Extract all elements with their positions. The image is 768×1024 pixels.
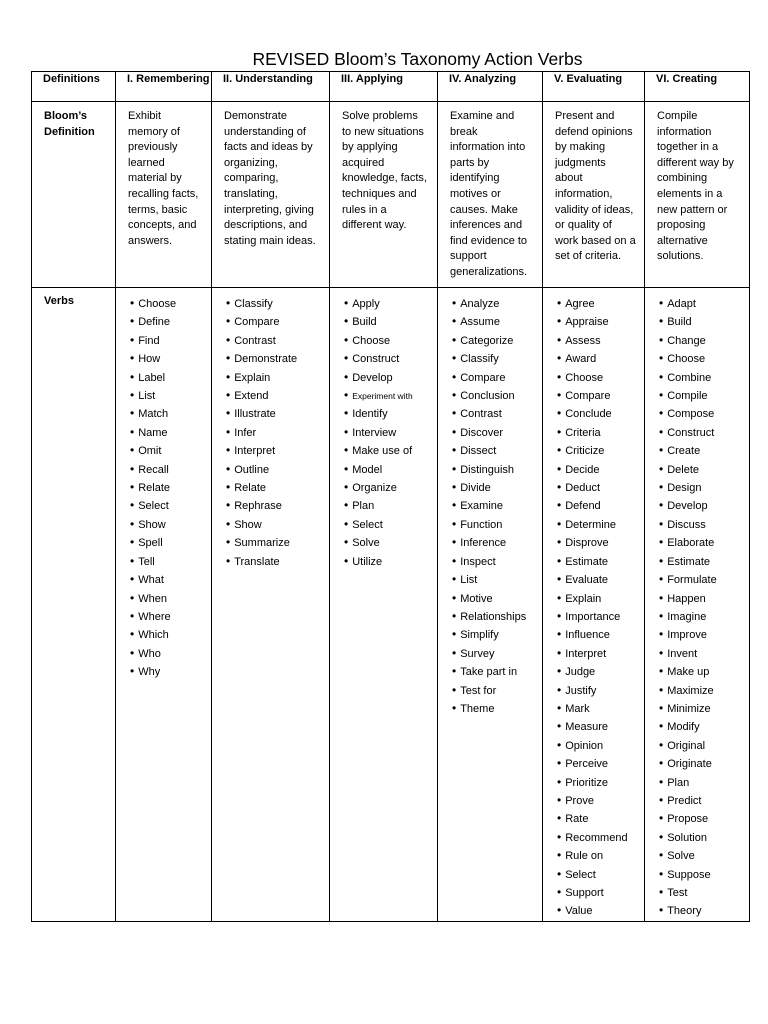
verb-item: • Create: [659, 442, 743, 460]
header-cell: [32, 72, 116, 102]
verb-item: • Construct: [659, 424, 743, 442]
verb-list-understanding: [212, 288, 329, 571]
verb-item: • Select: [557, 866, 638, 884]
definition-label-cell: [32, 102, 116, 288]
verb-item: • Interpret: [226, 442, 323, 460]
header-row: [32, 72, 750, 102]
verb-list-applying: [330, 288, 437, 571]
verb-item: • Recall: [130, 461, 205, 479]
verb-item: • Happen: [659, 590, 743, 608]
verbs-label: Verbs: [44, 295, 74, 307]
verb-item: • Support: [557, 884, 638, 902]
verb-item: • Original: [659, 737, 743, 755]
verb-item: • Utilize: [344, 553, 431, 571]
header-cell: [438, 72, 543, 102]
verb-item: • Classify: [226, 295, 323, 313]
verb-item: • Why: [130, 663, 205, 681]
verb-item: • Motive: [452, 590, 536, 608]
verb-item: • Formulate: [659, 571, 743, 589]
definition-creating: Compile information together in a different way by combining elements in a new pattern or proposing alternative solutions.: [657, 110, 734, 263]
definition-label: Bloom’s Definition: [44, 110, 95, 138]
verbs-cell: [543, 288, 645, 922]
verb-item: • Award: [557, 350, 638, 368]
verb-item: • Label: [130, 369, 205, 387]
verbs-cell: [116, 288, 212, 922]
verbs-cell: [212, 288, 330, 922]
verbs-cell: [438, 288, 543, 922]
verb-item: • Model: [344, 461, 431, 479]
verb-item: • Who: [130, 645, 205, 663]
definition-understanding: Demonstrate understanding of facts and ideas by organizing, comparing, translating, interpreting, giving descriptions, and stating main ideas.: [224, 110, 316, 247]
verb-item: • Distinguish: [452, 461, 536, 479]
verb-item: • Relationships: [452, 608, 536, 626]
verb-item: • Inspect: [452, 553, 536, 571]
verb-item: • Plan: [344, 497, 431, 515]
verb-item: • Defend: [557, 497, 638, 515]
definition-row: [32, 102, 750, 288]
verb-item: • Evaluate: [557, 571, 638, 589]
verb-item: • List: [130, 387, 205, 405]
verb-item: • Conclude: [557, 405, 638, 423]
verb-item: • Estimate: [659, 553, 743, 571]
definition-cell: [438, 102, 543, 288]
verbs-cell: [645, 288, 750, 922]
verb-item: • Analyze: [452, 295, 536, 313]
verb-item: • Recommend: [557, 829, 638, 847]
verb-item: • Test for: [452, 682, 536, 700]
verb-item: • Construct: [344, 350, 431, 368]
verb-item: • Tell: [130, 553, 205, 571]
verb-item: • Contrast: [452, 405, 536, 423]
verb-item: • Develop: [344, 369, 431, 387]
verb-item: • Demonstrate: [226, 350, 323, 368]
verb-item: • Invent: [659, 645, 743, 663]
verb-item: • Criticize: [557, 442, 638, 460]
definition-analyzing: Examine and break information into parts by identifying motives or causes. Make inferences and find evidence to support generalizations.: [450, 110, 528, 278]
verb-item: • Omit: [130, 442, 205, 460]
verb-item: • Match: [130, 405, 205, 423]
verb-item: • Assess: [557, 332, 638, 350]
verb-item: • Choose: [557, 369, 638, 387]
verb-item: • Show: [130, 516, 205, 534]
verb-item: • Change: [659, 332, 743, 350]
header-definitions: Definitions: [43, 73, 100, 85]
definition-cell: [330, 102, 438, 288]
header-analyzing: IV. Analyzing: [449, 73, 517, 85]
verb-item: • Take part in: [452, 663, 536, 681]
verb-item: • Experiment with: [344, 387, 431, 405]
verb-item: • Simplify: [452, 626, 536, 644]
verbs-label-cell: [32, 288, 116, 922]
definition-applying: Solve problems to new situations by applying acquired knowledge, facts, techniques and rules in a different way.: [342, 110, 427, 232]
verb-item: • Opinion: [557, 737, 638, 755]
header-creating: VI. Creating: [656, 73, 718, 85]
taxonomy-table: [31, 71, 750, 922]
definition-evaluating: Present and defend opinions by making judgments about information, validity of ideas, or quality of work based on a set of criteria.: [555, 110, 636, 263]
verb-item: • Agree: [557, 295, 638, 313]
verb-item: • Where: [130, 608, 205, 626]
header-cell: [645, 72, 750, 102]
verb-item: • Conclusion: [452, 387, 536, 405]
verb-item: • Measure: [557, 718, 638, 736]
verb-item: • Combine: [659, 369, 743, 387]
verb-list-evaluating: [543, 288, 644, 921]
verb-item: • Identify: [344, 405, 431, 423]
verb-item: • Compare: [452, 369, 536, 387]
verb-item: • How: [130, 350, 205, 368]
verb-item: • Make use of: [344, 442, 431, 460]
verb-item: • Choose: [130, 295, 205, 313]
verb-item: • Influence: [557, 626, 638, 644]
verb-item: • Contrast: [226, 332, 323, 350]
verb-item: • Deduct: [557, 479, 638, 497]
verb-item: • Illustrate: [226, 405, 323, 423]
header-evaluating: V. Evaluating: [554, 73, 623, 85]
definition-cell: [543, 102, 645, 288]
verb-item: • Prioritize: [557, 774, 638, 792]
verb-item: • Interview: [344, 424, 431, 442]
header-remembering: I. Remembering: [127, 73, 210, 85]
verb-item: • Apply: [344, 295, 431, 313]
header-cell: [543, 72, 645, 102]
header-cell: [330, 72, 438, 102]
verb-item: • Spell: [130, 534, 205, 552]
verb-list-analyzing: [438, 288, 542, 718]
verb-item: • Select: [130, 497, 205, 515]
verb-item: • Assume: [452, 313, 536, 331]
verb-item: • Estimate: [557, 553, 638, 571]
definition-cell: [212, 102, 330, 288]
verb-item: • Select: [344, 516, 431, 534]
header-applying: III. Applying: [341, 73, 403, 85]
verb-item: • Explain: [226, 369, 323, 387]
verb-item: • Build: [344, 313, 431, 331]
verb-item: • Compose: [659, 405, 743, 423]
verb-item: • Function: [452, 516, 536, 534]
verb-item: • Summarize: [226, 534, 323, 552]
verb-item: • Theme: [452, 700, 536, 718]
verb-item: • Compare: [226, 313, 323, 331]
verb-item: • Compile: [659, 387, 743, 405]
verb-list-remembering: [116, 288, 211, 682]
verb-item: • Decide: [557, 461, 638, 479]
verb-item: • Minimize: [659, 700, 743, 718]
verb-item: • Solution: [659, 829, 743, 847]
verb-item: • Predict: [659, 792, 743, 810]
verb-item: • Theory: [659, 902, 743, 920]
verb-item: • Explain: [557, 590, 638, 608]
verb-item: • Originate: [659, 755, 743, 773]
verbs-row: [32, 288, 750, 922]
verb-item: • Suppose: [659, 866, 743, 884]
verb-item: • Importance: [557, 608, 638, 626]
verb-item: • Examine: [452, 497, 536, 515]
verb-item: • Prove: [557, 792, 638, 810]
verb-item: • Build: [659, 313, 743, 331]
verb-item: • Which: [130, 626, 205, 644]
header-cell: [116, 72, 212, 102]
verb-item: • Survey: [452, 645, 536, 663]
verb-item: • Categorize: [452, 332, 536, 350]
verb-item: • Divide: [452, 479, 536, 497]
verb-item: • What: [130, 571, 205, 589]
verb-item: • Inference: [452, 534, 536, 552]
verb-item: • Determine: [557, 516, 638, 534]
header-understanding: II. Understanding: [223, 73, 313, 85]
verb-item: • Show: [226, 516, 323, 534]
verb-item: • Dissect: [452, 442, 536, 460]
verb-item: • List: [452, 571, 536, 589]
definition-remembering: Exhibit memory of previously learned material by recalling facts, terms, basic concepts, and answers.: [128, 110, 199, 247]
verb-item: • Relate: [226, 479, 323, 497]
verb-item: • Outline: [226, 461, 323, 479]
verb-item: • Interpret: [557, 645, 638, 663]
verb-list-creating: [645, 288, 749, 921]
verb-item: • Improve: [659, 626, 743, 644]
verb-item: • Perceive: [557, 755, 638, 773]
verb-item: • Delete: [659, 461, 743, 479]
verb-item: • Judge: [557, 663, 638, 681]
verb-item: • Maximize: [659, 682, 743, 700]
verb-item: • Solve: [344, 534, 431, 552]
verb-item: • Classify: [452, 350, 536, 368]
verb-item: • Modify: [659, 718, 743, 736]
verb-item: • Test: [659, 884, 743, 902]
verbs-cell: [330, 288, 438, 922]
verb-item: • Rule on: [557, 847, 638, 865]
verb-item: • Plan: [659, 774, 743, 792]
verb-item: • Propose: [659, 810, 743, 828]
verb-item: • Define: [130, 313, 205, 331]
verb-item: • Translate: [226, 553, 323, 571]
verb-item: • Criteria: [557, 424, 638, 442]
verb-item: • Compare: [557, 387, 638, 405]
verb-item: • Adapt: [659, 295, 743, 313]
verb-item: • Relate: [130, 479, 205, 497]
verb-item: • Imagine: [659, 608, 743, 626]
verb-item: • Appraise: [557, 313, 638, 331]
verb-item: • Organize: [344, 479, 431, 497]
verb-item: • Make up: [659, 663, 743, 681]
definition-cell: [116, 102, 212, 288]
verb-item: • Rate: [557, 810, 638, 828]
verb-item: • Find: [130, 332, 205, 350]
verb-item: • Name: [130, 424, 205, 442]
verb-item: • Elaborate: [659, 534, 743, 552]
verb-item: • Extend: [226, 387, 323, 405]
definition-cell: [645, 102, 750, 288]
header-cell: [212, 72, 330, 102]
verb-item: • Value: [557, 902, 638, 920]
verb-item: • When: [130, 590, 205, 608]
verb-item: • Design: [659, 479, 743, 497]
verb-item: • Rephrase: [226, 497, 323, 515]
verb-item: • Develop: [659, 497, 743, 515]
page-title: REVISED Bloom’s Taxonomy Action Verbs: [252, 49, 583, 69]
verb-item: • Mark: [557, 700, 638, 718]
verb-item: • Disprove: [557, 534, 638, 552]
verb-item: • Choose: [344, 332, 431, 350]
verb-item: • Choose: [659, 350, 743, 368]
verb-item: • Discuss: [659, 516, 743, 534]
verb-item: • Infer: [226, 424, 323, 442]
verb-item: • Solve: [659, 847, 743, 865]
verb-item: • Justify: [557, 682, 638, 700]
verb-item: • Discover: [452, 424, 536, 442]
